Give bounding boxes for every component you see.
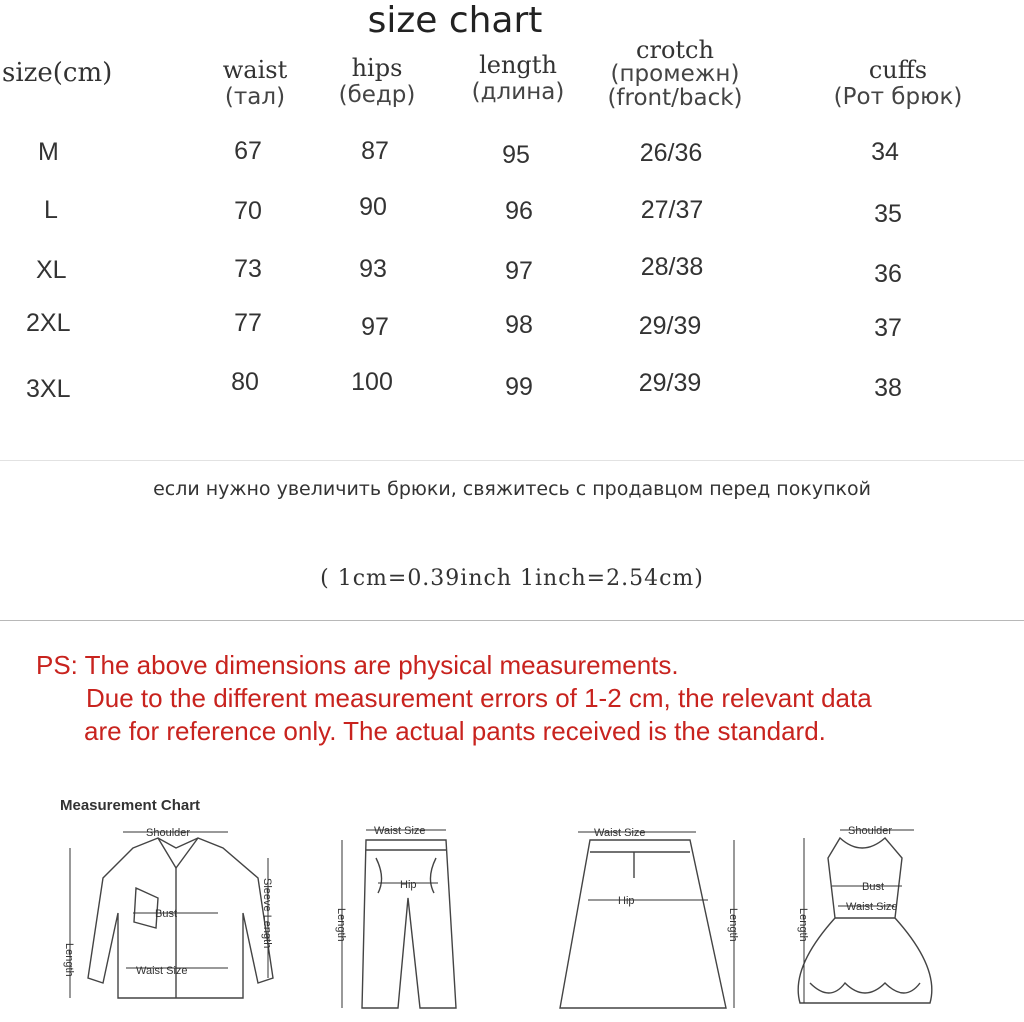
row-size-label: XL <box>36 256 67 284</box>
cell-hips: 93 <box>359 255 387 283</box>
skirt-waist-label: Waist Size <box>594 827 646 839</box>
cell-crotch: 26/36 <box>639 139 703 167</box>
seller-note: если нужно увеличить брюки, свяжитесь с продавцом перед покупкой <box>153 478 871 500</box>
cell-crotch: 27/37 <box>640 196 704 224</box>
dress-diagram <box>790 818 940 1018</box>
cell-length: 97 <box>505 257 533 285</box>
table-divider <box>0 460 1024 461</box>
cell-length: 98 <box>505 311 533 339</box>
cell-hips: 97 <box>361 313 389 341</box>
header-hips-ru: (бедр) <box>338 82 416 108</box>
skirt-hip-label: Hip <box>618 895 635 907</box>
shirt-waist-label: Waist Size <box>136 965 188 977</box>
header-crotch-ru: (промежн) <box>610 61 740 87</box>
header-crotch-en: crotch <box>636 36 714 64</box>
row-size-label: M <box>38 138 59 166</box>
size-column-header: size(cm) <box>2 58 113 88</box>
cell-waist: 77 <box>234 309 262 337</box>
cell-hips: 90 <box>359 193 387 221</box>
cell-hips: 100 <box>351 368 393 396</box>
dress-bust-label: Bust <box>862 881 885 893</box>
cell-cuffs: 34 <box>871 138 899 166</box>
header-length <box>458 52 578 106</box>
ps-line-3: are for reference only. The actual pants received is the standard. <box>84 716 826 746</box>
cell-waist: 67 <box>234 137 262 165</box>
cell-length: 99 <box>505 373 533 401</box>
section-divider <box>0 620 1024 621</box>
pants-diagram <box>328 818 478 1018</box>
header-length-en: length <box>479 51 557 79</box>
header-cuffs-ru: (Рот брюк) <box>833 84 963 110</box>
cell-cuffs: 36 <box>874 260 902 288</box>
cell-waist: 73 <box>234 255 262 283</box>
pants-length-label: Length <box>335 908 347 942</box>
row-size-label: 3XL <box>26 375 71 403</box>
cell-waist: 80 <box>231 368 259 396</box>
header-cuffs-en: cuffs <box>868 56 928 84</box>
cell-length: 95 <box>502 141 530 169</box>
cell-crotch: 29/39 <box>638 369 702 397</box>
header-length-ru: (длина) <box>471 79 565 105</box>
page-title: size chart <box>367 0 543 41</box>
header-waist-ru: (тал) <box>224 84 286 110</box>
shirt-sleeve-label: Sleeve Length <box>261 878 273 949</box>
pants-hip-label: Hip <box>400 879 417 891</box>
dress-shoulder-label: Shoulder <box>848 825 893 837</box>
shirt-shoulder-label: Shoulder <box>146 827 191 839</box>
header-crotch-extra: (front/back) <box>607 85 743 111</box>
cell-crotch: 29/39 <box>638 312 702 340</box>
cell-waist: 70 <box>234 197 262 225</box>
dress-length-label: Length <box>797 908 809 942</box>
header-hips <box>322 55 432 109</box>
header-cuffs <box>818 57 978 111</box>
cell-length: 96 <box>505 197 533 225</box>
skirt-diagram <box>558 818 748 1018</box>
shirt-bust-label: Bust <box>155 908 178 920</box>
measurement-chart-title: Measurement Chart <box>60 797 201 814</box>
header-waist-en: waist <box>222 56 288 84</box>
shirt-length-label: Length <box>63 943 75 977</box>
header-waist <box>200 57 310 111</box>
unit-conversion: ( 1cm=0.39inch 1inch=2.54cm) <box>320 566 704 591</box>
shirt-diagram <box>58 818 288 1018</box>
cell-cuffs: 37 <box>874 314 902 342</box>
ps-line-2: Due to the different measurement errors of 1-2 cm, the relevant data <box>86 683 872 713</box>
header-crotch <box>600 38 750 110</box>
skirt-length-label: Length <box>727 908 739 942</box>
row-size-label: L <box>44 196 58 224</box>
pants-waist-label: Waist Size <box>374 825 426 837</box>
ps-line-1: PS: The above dimensions are physical measurements. <box>36 650 679 680</box>
cell-cuffs: 38 <box>874 374 902 402</box>
dress-waist-label: Waist Size <box>846 901 898 913</box>
cell-hips: 87 <box>361 137 389 165</box>
cell-cuffs: 35 <box>874 200 902 228</box>
header-hips-en: hips <box>351 54 403 82</box>
cell-crotch: 28/38 <box>640 253 704 281</box>
row-size-label: 2XL <box>26 309 71 337</box>
